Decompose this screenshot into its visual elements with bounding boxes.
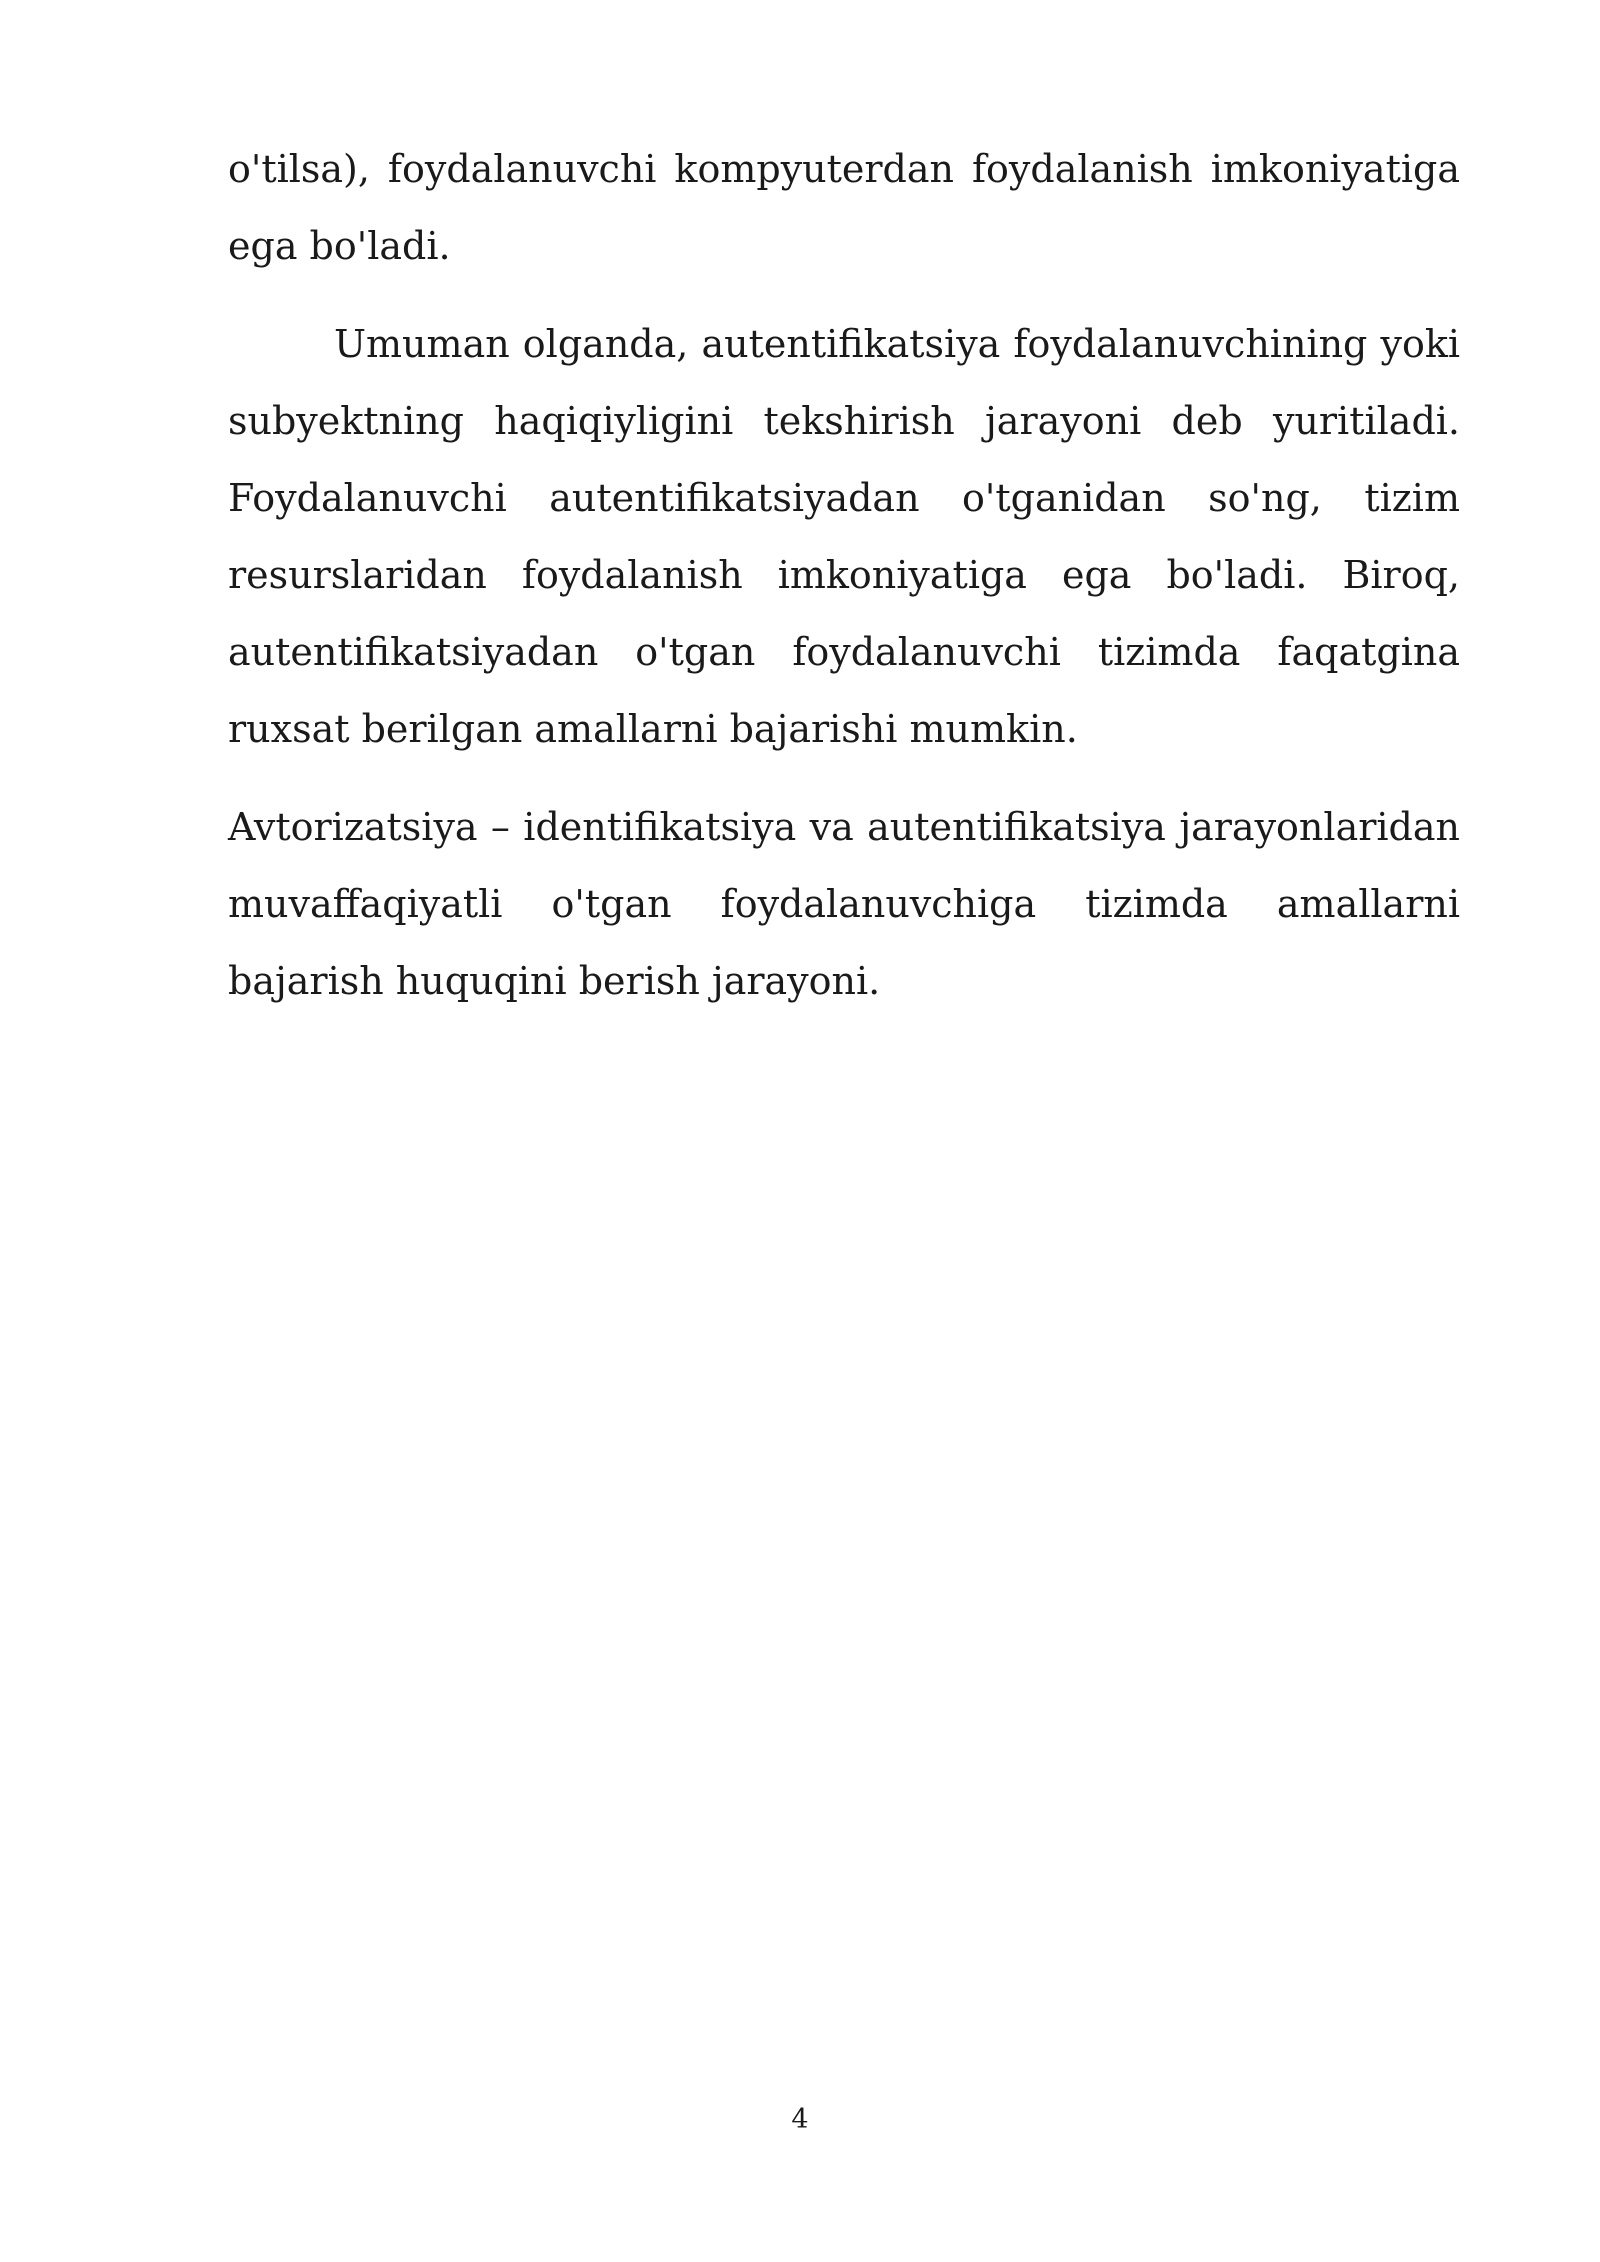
page-body (228, 131, 1460, 1020)
page-number: 4 (791, 2104, 809, 2135)
paragraph-authentication: Umuman olganda, autentifikatsiya foydalanuvchining yoki subyektning haqiqiyligini tekshirish jarayoni deb yuritiladi. Foydalanuvchi autentifikatsiyadan o'tganidan so'ng, tizim resurslaridan foydalanish imkoniyatiga ega bo'ladi. Biroq, autentifikatsiyadan o'tgan foydalanuvchi tizimda faqatgina ruxsat berilgan amallarni bajarishi mumkin. (228, 322, 1460, 751)
paragraph-authorization: Avtorizatsiya – identifikatsiya va autentifikatsiya jarayonlaridan muvaffaqiyatli o'tgan foydalanuvchiga tizimda amallarni bajarish huquqini berish jarayoni. (228, 805, 1460, 1003)
paragraph-continuation: o'tilsa), foydalanuvchi kompyuterdan foydalanish imkoniyatiga ega bo'ladi. (228, 147, 1460, 268)
